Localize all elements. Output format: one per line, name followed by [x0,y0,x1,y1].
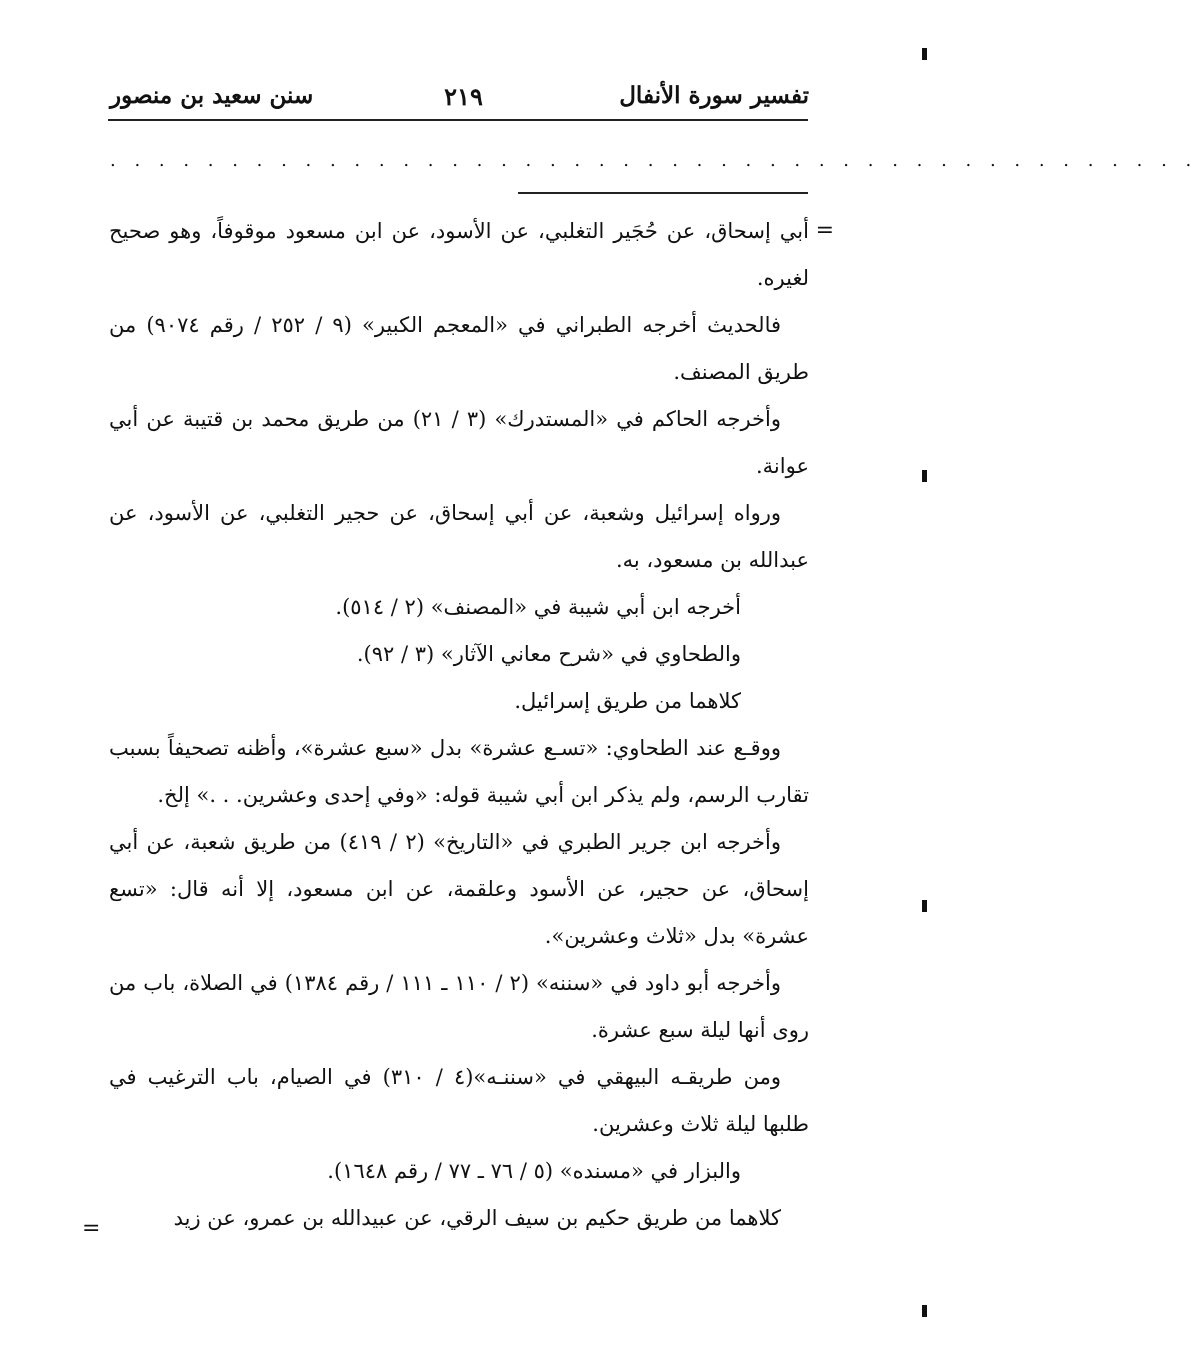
paragraph: أبي إسحاق، عن حُجَير التغلبي، عن الأسود، عن ابن مسعود موقوفاً، وهو صحيح لغيره. [109,219,809,290]
paragraph: والطحاوي في «شرح معاني الآثار» (٣ / ٩٢). [356,642,741,666]
paragraph: كلاهما من طريق حكيم بن سيف الرقي، عن عبيدالله بن عمرو، عن زيد [173,1206,781,1230]
continuation-mark-start: = [815,218,834,243]
running-title-right: تفسير سورة الأنفال [619,82,809,109]
paragraph: ووقـع عند الطحاوي: «تسـع عشرة» بدل «سبع عشرة»، وأظنه تصحيفاً بسبب تقارب الرسم، ولم يذكر ابن أبي شيبة قوله: «وفي إحدى وعشرين. . .» إلخ. [109,736,809,807]
paragraph: وأخرجه الحاكم في «المستدرك» (٣ / ٢١) من طريق محمد بن قتيبة عن أبي عوانة. [109,407,809,478]
paragraph: ومن طريقـه البيهقي في «سننـه»(٤ / ٣١٠) في الصيام، باب الترغيب في طلبها ليلة ثلاث وعشرين. [109,1065,809,1136]
scan-edge-mark [922,900,927,912]
dotted-separator: . . . . . . . . . . . . . . . . . . . . . . . . . . . . . . . . . . . . . . . . . . . . . [110,150,1198,171]
paragraph: ورواه إسرائيل وشعبة، عن أبي إسحاق، عن حجير التغلبي، عن الأسود، عن عبدالله بن مسعود، به. [109,501,809,572]
continuation-mark-end: = [82,1216,101,1241]
paragraph: كلاهما من طريق إسرائيل. [514,689,741,713]
footnote-body [109,208,809,1242]
scan-edge-mark [922,1305,927,1317]
paragraph: وأخرجه ابن جرير الطبري في «التاريخ» (٢ / ٤١٩) من طريق شعبة، عن أبي إسحاق، عن حجير، عن الأسود وعلقمة، عن ابن مسعود، إلا أنه قال: «تسع عشرة» بدل «ثلاث وعشرين». [109,830,809,948]
running-title-left: سنن سعيد بن منصور [110,82,314,109]
page-number: ٢١٩ [444,82,483,111]
paragraph: وأخرجه أبو داود في «سننه» (٢ / ١١٠ ـ ١١١ / رقم ١٣٨٤) في الصلاة، باب من روى أنها ليلة سبع عشرة. [109,971,809,1042]
paragraph: أخرجه ابن أبي شيبة في «المصنف» (٢ / ٥١٤). [335,595,741,619]
header-rule [108,119,808,121]
paragraph: والبزار في «مسنده» (٥ / ٧٦ ـ ٧٧ / رقم ١٦٤٨). [327,1159,741,1183]
scan-edge-mark [922,48,927,60]
scan-edge-mark [922,470,927,482]
paragraph: فالحديث أخرجه الطبراني في «المعجم الكبير» (٩ / ٢٥٢ / رقم ٩٠٧٤) من طريق المصنف. [109,313,809,384]
footnote-rule [518,192,808,194]
